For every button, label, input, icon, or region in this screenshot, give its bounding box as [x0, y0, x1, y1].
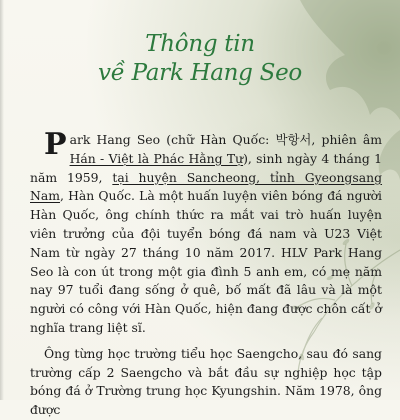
article-title — [0, 30, 400, 88]
paragraph-2: Ông từng học trường tiểu học Saengcho, sau đó sang trường cấp 2 Saengcho và bắt đầu sự nghiệp học tập bóng đá ở Trường trung học Kyungshin. Năm 1978, ông được — [30, 345, 382, 418]
paragraph-1-text-a: ark Hang Seo (chữ Hàn Quốc: 박항서, phiên âm — [69, 132, 382, 147]
title-line-2: về Park Hang Seo — [98, 60, 302, 86]
paragraph-1 — [30, 127, 383, 338]
paragraph-1-text-c: , Hàn Quốc. Là một huấn luyện viên bóng đá người Hàn Quốc, ông chính thức ra mắt vai trò huấn luyện viên trưởng của đội tuyển bóng đá nam và U23 Việt Nam từ ngày 27 tháng 10 năm 2017. HLV Park Hang Seo là con út trong một gia đình 5 anh em, có mẹ năm nay 97 tuổi đang sống ở quê, bố mất đã lâu và là một người có công với Hàn Quốc, hiện đang được chôn cất ở nghĩa trang liệt sĩ. — [30, 188, 382, 335]
drop-cap: P — [44, 127, 67, 162]
underlined-phrase-2: tại huyện Sancheong, tỉnh Gyeongsang Nam — [30, 169, 383, 204]
underlined-phrase-1: Hán - Việt là Phác Hằng Tự — [69, 150, 244, 166]
title-line-1: Thông tin — [145, 31, 255, 57]
paragraph-1-text-b: ), sinh ngày 4 tháng 1 năm 1959, — [30, 150, 382, 185]
article-body — [30, 127, 383, 420]
